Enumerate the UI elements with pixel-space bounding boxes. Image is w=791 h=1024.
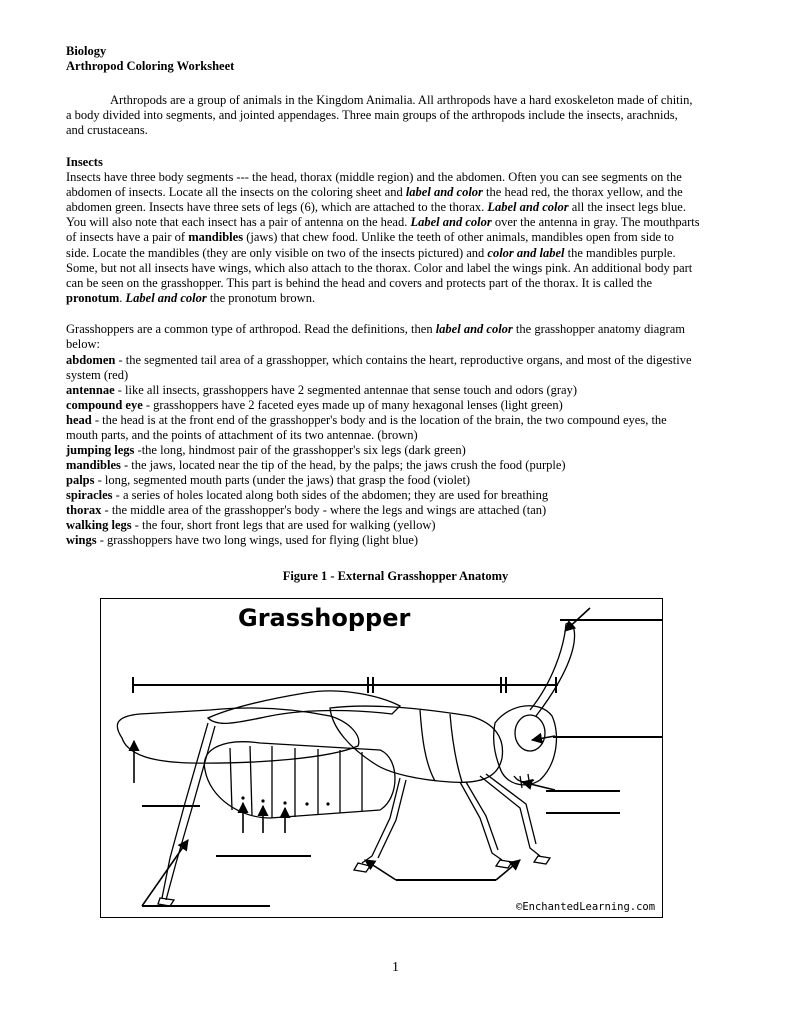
definition-item <box>66 458 696 473</box>
definition-text: - long, segmented mouth parts (under the jaws) that grasp the food (violet) <box>94 473 471 487</box>
page-number: 1 <box>392 960 399 975</box>
definition-text: - like all insects, grasshoppers have 2 segmented antennae that sense touch and odors (gray) <box>114 383 577 397</box>
definition-text: - the jaws, located near the tip of the head, by the palps; the jaws crush the food (purple) <box>120 458 566 472</box>
figure-frame <box>101 599 663 918</box>
definition-term: head <box>66 413 92 427</box>
definition-text: - the middle area of the grasshopper's body - where the legs and wings are attached (tan) <box>101 503 547 517</box>
grasshopper-diagram <box>100 598 663 918</box>
intro-section <box>66 93 696 138</box>
insects-paragraph <box>66 170 700 306</box>
text-run: Grasshoppers are a common type of arthropod. Read the definitions, then <box>66 322 436 336</box>
insects-section <box>66 155 700 306</box>
insects-heading: Insects <box>66 155 103 169</box>
text-run: Insects have three body segments --- the head, thorax (middle region) and the abdomen. Often you can see segments on the abdomen of insects. Locate all the insects on the coloring sheet and <box>66 170 682 200</box>
text-run: the pronotum brown. <box>206 290 316 305</box>
definition-term: jumping legs <box>66 443 135 457</box>
definition-item <box>66 443 696 458</box>
definition-term: wings <box>66 533 97 547</box>
document-header <box>66 44 234 74</box>
definition-item <box>66 413 696 443</box>
grasshopper-intro <box>66 322 696 352</box>
definition-term: abdomen <box>66 353 116 367</box>
text-run: (jaws) that chew food. Unlike the teeth of other animals, mandibles open from side to side. Locate the mandibles (they are only visible on two of the insects pictured) and <box>66 230 674 260</box>
definition-text: - grasshoppers have two long wings, used for flying (light blue) <box>96 533 419 547</box>
definition-text: -the long, hindmost pair of the grasshopper's six legs (dark green) <box>134 443 466 457</box>
emphasis: Label and color <box>125 290 207 305</box>
definition-term: antennae <box>66 383 115 397</box>
definition-item <box>66 488 696 503</box>
worksheet-title: Arthropod Coloring Worksheet <box>66 59 235 73</box>
definition-term: compound eye <box>66 398 143 412</box>
definition-term: mandibles <box>66 458 121 472</box>
definitions-list <box>66 353 696 548</box>
emphasis: color and label <box>487 245 565 260</box>
diagram-credit: ©EnchantedLearning.com <box>516 901 656 913</box>
definition-term: thorax <box>66 503 102 517</box>
definition-text: - a series of holes located along both sides of the abdomen; they are used for breathing <box>112 488 549 502</box>
text-run: . <box>119 290 126 305</box>
definition-text: - grasshoppers have 2 faceted eyes made up of many hexagonal lenses (light green) <box>142 398 563 412</box>
definition-term: walking legs <box>66 518 132 532</box>
diagram-title: Grasshopper <box>238 604 411 632</box>
definition-text: - the head is at the front end of the grasshopper's body and is the location of the brain, the two compound eyes, the mouth parts, and the points of attachment of its two antennae. (brown) <box>66 413 667 442</box>
text-run: over the antenna in gray. The mouthparts of insects have a pair of <box>66 215 700 245</box>
bold-term: pronotum <box>66 290 120 305</box>
definition-item <box>66 383 696 398</box>
grasshopper-illustration <box>100 598 663 918</box>
definition-term: palps <box>66 473 95 487</box>
definition-item <box>66 353 696 383</box>
definition-text: - the four, short front legs that are used for walking (yellow) <box>131 518 436 532</box>
emphasis: label and color <box>405 185 483 200</box>
figure-caption: Figure 1 - External Grasshopper Anatomy <box>282 569 509 583</box>
text-run: all the insect legs blue. You will also note that each insect has a pair of antenna on the head. <box>66 200 686 230</box>
definition-item <box>66 473 696 488</box>
definition-term: spiracles <box>66 488 113 502</box>
definition-item <box>66 503 696 518</box>
bold-term: mandibles <box>188 230 244 245</box>
emphasis: Label and color <box>487 200 569 215</box>
definition-item <box>66 398 696 413</box>
emphasis: label and color <box>435 322 513 336</box>
course-name: Biology <box>66 44 107 58</box>
text-run: the grasshopper anatomy diagram below: <box>66 322 685 351</box>
text-run: the mandibles purple. Some, but not all insects have wings, which also attach to the thorax. Color and label the wings pink. An additional body part can be seen on the grasshopper. This part is behind the head and covers and protects part of the thorax. It is called the <box>66 245 693 290</box>
definition-item <box>66 533 696 548</box>
intro-paragraph: Arthropods are a group of animals in the Kingdom Animalia. All arthropods have a hard exoskeleton made of chitin, a body divided into segments, and jointed appendages. Three main groups of the arthropods include the insects, arachnids, and crustaceans. <box>66 93 693 137</box>
text-run: the head red, the thorax yellow, and the abdomen green. Insects have three sets of legs (6), which are attached to the thorax. <box>66 185 683 215</box>
definition-text: - the segmented tail area of a grasshopper, which contains the heart, reproductive organs, and most of the digestive system (red) <box>66 353 692 382</box>
emphasis: Label and color <box>410 215 492 230</box>
definition-item <box>66 518 696 533</box>
grasshopper-intro-paragraph <box>66 322 696 352</box>
